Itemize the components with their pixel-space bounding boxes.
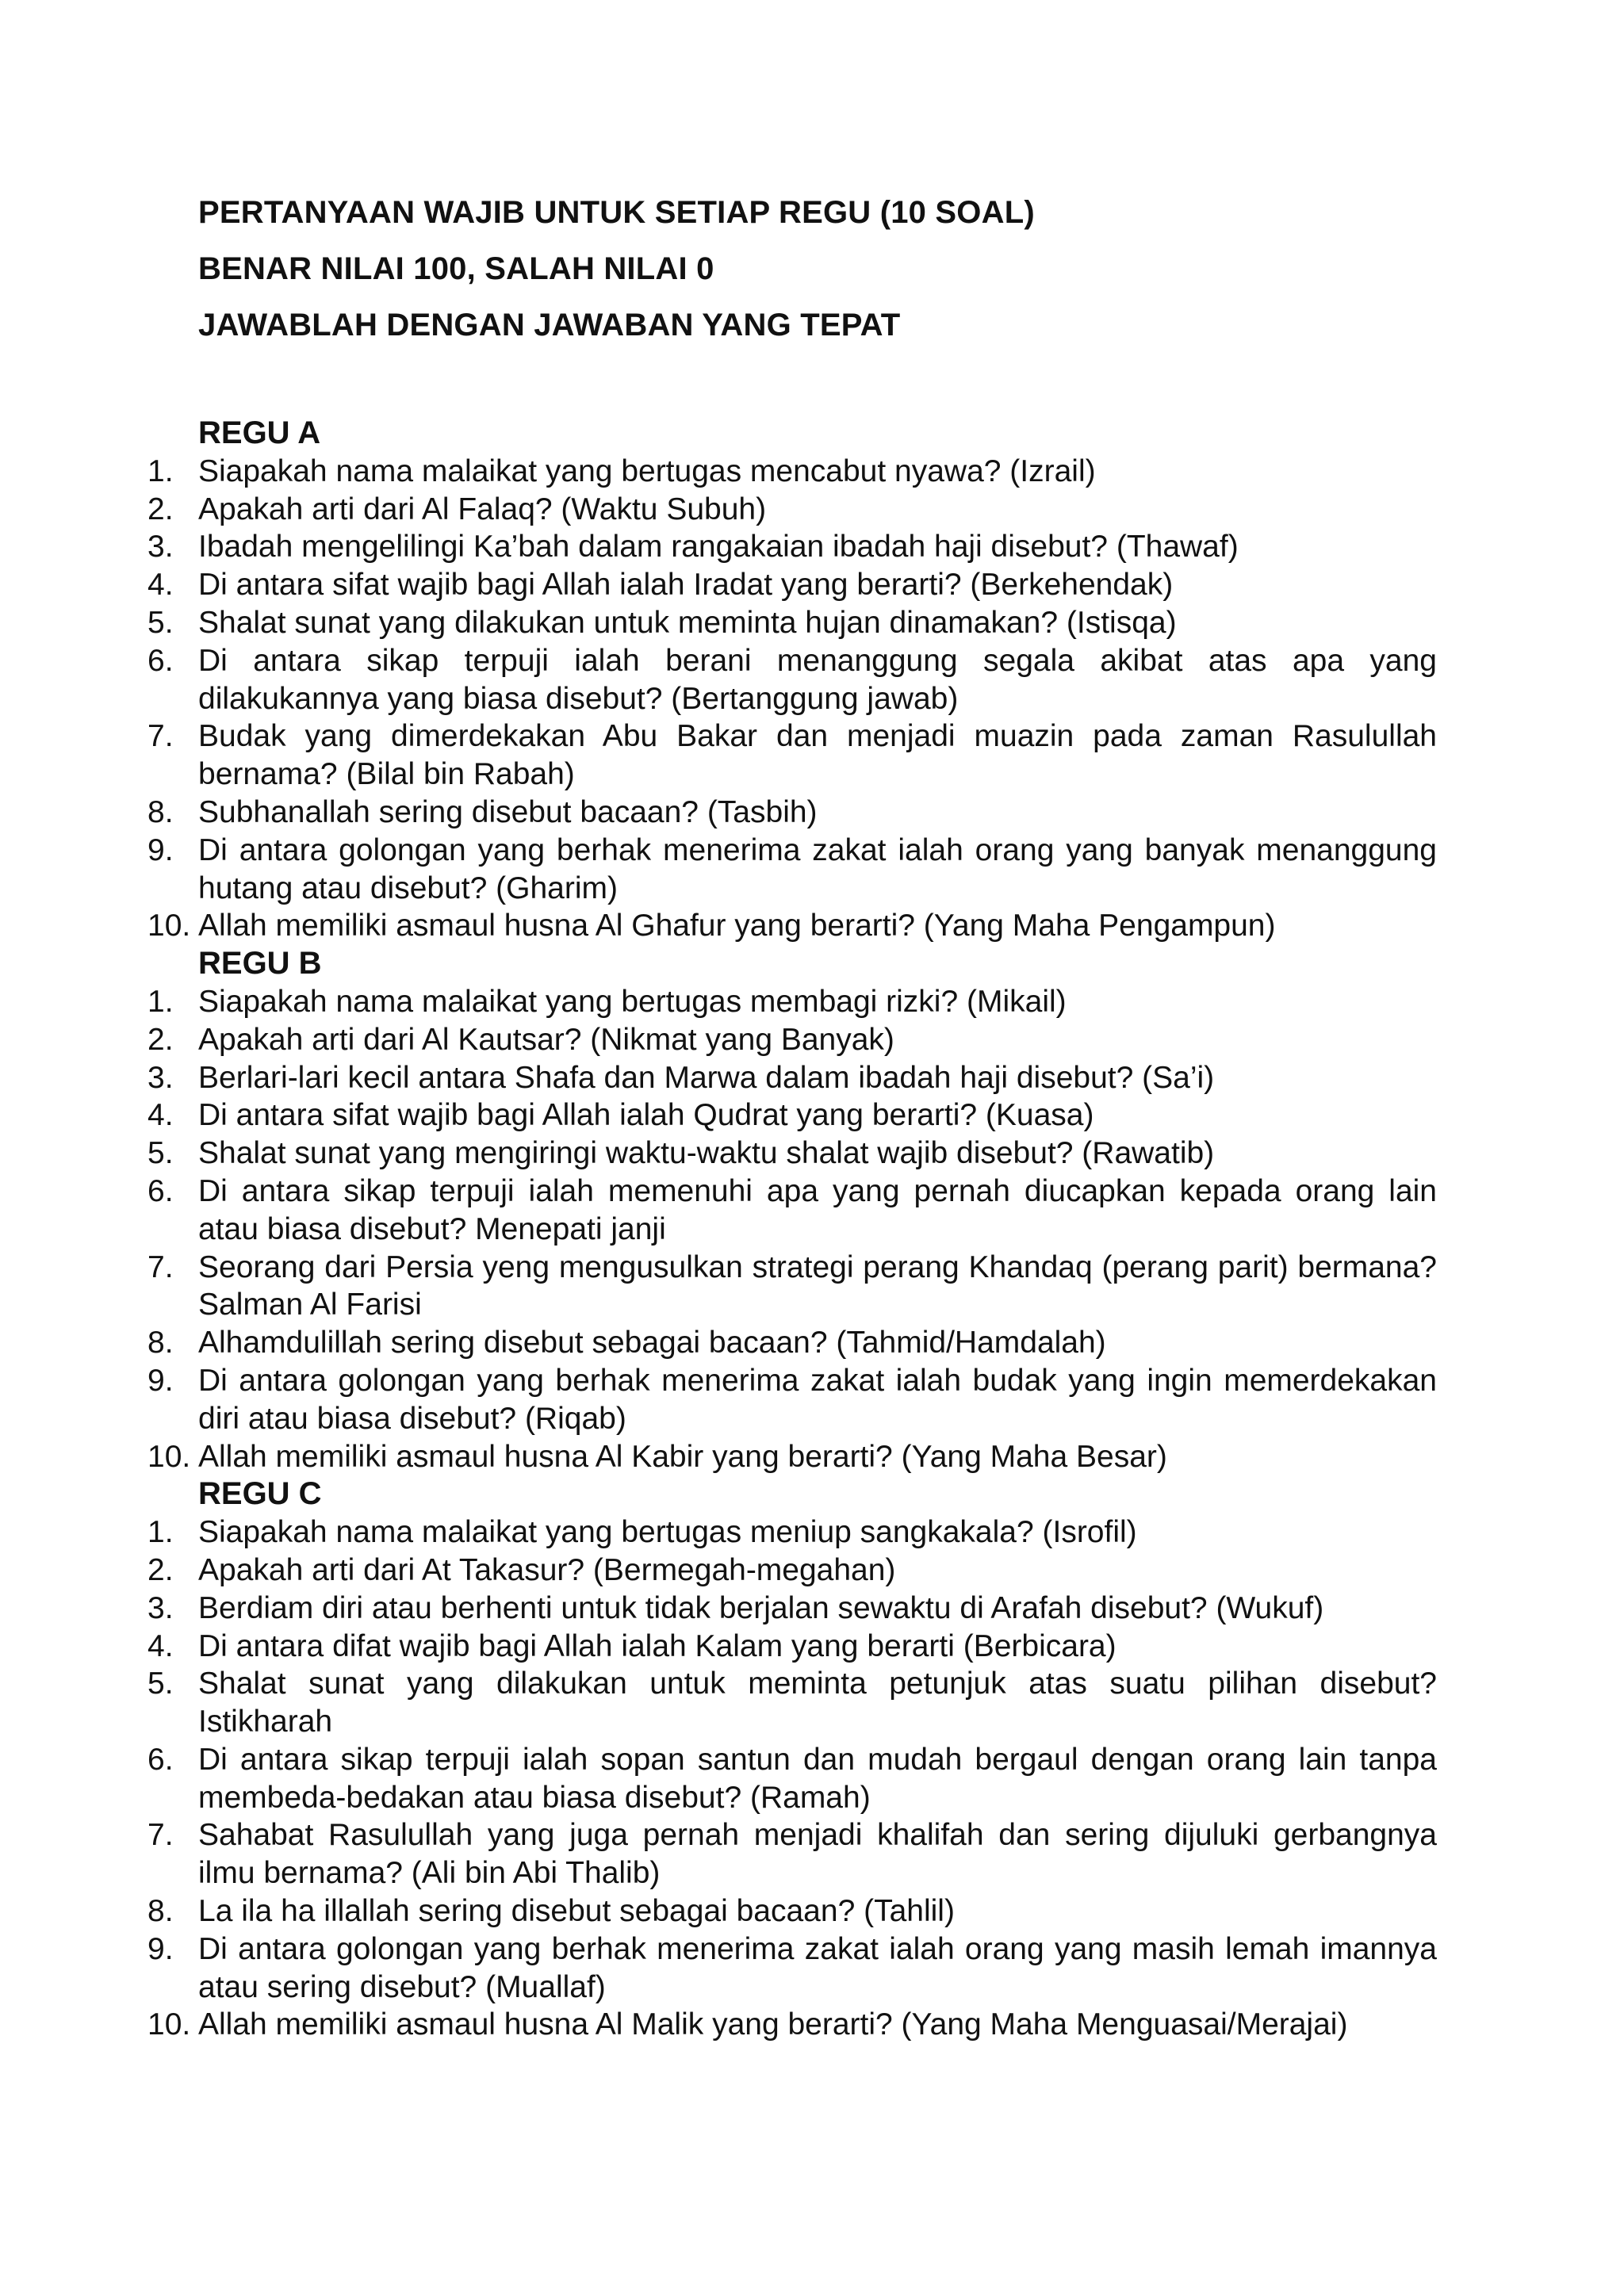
question-list bbox=[147, 1513, 1437, 2044]
question-text: Shalat sunat yang dilakukan untuk meminta petunjuk atas suatu pilihan disebut? Istikharah bbox=[198, 1667, 1437, 1739]
question-text: Di antara sikap terpuji ialah berani menanggung segala akibat atas apa yang dilakukannya yang biasa disebut? (Bertanggung jawab) bbox=[198, 643, 1437, 716]
question-number: 4. bbox=[147, 1628, 174, 1663]
section-regu-b bbox=[147, 945, 1437, 1475]
question-text: Apakah arti dari Al Kautsar? (Nikmat yang Banyak) bbox=[198, 1022, 894, 1057]
question-text: Di antara golongan yang berhak menerima zakat ialah orang yang masih lemah imannya atau sering disebut? (Muallaf) bbox=[198, 1931, 1437, 2004]
question-list bbox=[147, 983, 1437, 1475]
question-number: 10. bbox=[147, 2007, 191, 2042]
question-item bbox=[147, 794, 1437, 832]
question-number: 1. bbox=[147, 453, 174, 488]
question-item bbox=[147, 1173, 1437, 1249]
question-text: Siapakah nama malaikat yang bertugas meniup sangkakala? (Isrofil) bbox=[198, 1515, 1137, 1550]
question-content bbox=[147, 415, 1437, 2044]
question-item bbox=[147, 1931, 1437, 2007]
question-number: 7. bbox=[147, 719, 174, 754]
question-text: Berlari-lari kecil antara Shafa dan Marwa dalam ibadah haji disebut? (Sa’i) bbox=[198, 1060, 1215, 1095]
question-text: Di antara sifat wajib bagi Allah ialah Iradat yang berarti? (Berkehendak) bbox=[198, 568, 1174, 603]
question-number: 5. bbox=[147, 1136, 174, 1171]
question-item bbox=[147, 1892, 1437, 1931]
question-text: Di antara sikap terpuji ialah sopan santun dan mudah bergaul dengan orang lain tanpa membeda-bedakan atau biasa disebut? (Ramah) bbox=[198, 1742, 1437, 1815]
question-item bbox=[147, 1438, 1437, 1476]
question-text: Shalat sunat yang dilakukan untuk meminta hujan dinamakan? (Istisqa) bbox=[198, 605, 1177, 640]
question-text: Apakah arti dari At Takasur? (Bermegah-megahan) bbox=[198, 1552, 896, 1587]
question-number: 5. bbox=[147, 605, 174, 640]
question-text: Di antara sifat wajib bagi Allah ialah Qudrat yang berarti? (Kuasa) bbox=[198, 1098, 1094, 1133]
question-number: 10. bbox=[147, 909, 191, 943]
question-text: Siapakah nama malaikat yang bertugas mencabut nyawa? (Izrail) bbox=[198, 453, 1096, 488]
question-number: 7. bbox=[147, 1818, 174, 1853]
question-item bbox=[147, 1362, 1437, 1438]
question-number: 8. bbox=[147, 794, 174, 829]
question-number: 8. bbox=[147, 1326, 174, 1360]
header-line-3: JAWABLAH DENGAN JAWABAN YANG TEPAT bbox=[198, 308, 901, 342]
question-item bbox=[147, 2006, 1437, 2044]
question-item bbox=[147, 566, 1437, 604]
question-item bbox=[147, 642, 1437, 718]
question-text: Di antara golongan yang berhak menerima zakat ialah budak yang ingin memerdekakan diri atau biasa disebut? (Riqab) bbox=[198, 1363, 1437, 1436]
question-text: Siapakah nama malaikat yang bertugas membagi rizki? (Mikail) bbox=[198, 984, 1067, 1019]
question-item bbox=[147, 983, 1437, 1021]
question-item bbox=[147, 1249, 1437, 1325]
question-text: Sahabat Rasulullah yang juga pernah menjadi khalifah dan sering dijuluki gerbangnya ilmu bernama? (Ali bin Abi Thalib) bbox=[198, 1818, 1437, 1891]
question-number: 2. bbox=[147, 492, 174, 526]
question-item bbox=[147, 832, 1437, 908]
question-number: 7. bbox=[147, 1249, 174, 1284]
question-number: 6. bbox=[147, 643, 174, 678]
question-item bbox=[147, 1096, 1437, 1135]
question-text: Shalat sunat yang mengiringi waktu-waktu shalat wajib disebut? (Rawatib) bbox=[198, 1136, 1215, 1171]
section-regu-a bbox=[147, 415, 1437, 945]
question-text: Seorang dari Persia yeng mengusulkan strategi perang Khandaq (perang parit) bermana? Salman Al Farisi bbox=[198, 1249, 1437, 1322]
question-number: 6. bbox=[147, 1742, 174, 1777]
question-number: 3. bbox=[147, 530, 174, 564]
question-number: 3. bbox=[147, 1590, 174, 1625]
question-number: 2. bbox=[147, 1022, 174, 1057]
question-number: 9. bbox=[147, 1931, 174, 1966]
question-text: Allah memiliki asmaul husna Al Ghafur yang berarti? (Yang Maha Pengampun) bbox=[198, 909, 1276, 943]
question-item bbox=[147, 453, 1437, 491]
question-text: Di antara difat wajib bagi Allah ialah Kalam yang berarti (Berbicara) bbox=[198, 1628, 1116, 1663]
section-title: REGU C bbox=[198, 1476, 322, 1512]
question-text: Allah memiliki asmaul husna Al Malik yang berarti? (Yang Maha Menguasai/Merajai) bbox=[198, 2007, 1348, 2042]
question-text: Subhanallah sering disebut bacaan? (Tasbih) bbox=[198, 794, 818, 829]
header-line-1: PERTANYAAN WAJIB UNTUK SETIAP REGU (10 SOAL) bbox=[198, 195, 1035, 230]
question-number: 10. bbox=[147, 1439, 191, 1474]
question-number: 4. bbox=[147, 568, 174, 603]
question-number: 4. bbox=[147, 1098, 174, 1133]
question-number: 1. bbox=[147, 1515, 174, 1550]
section-title: REGU B bbox=[198, 946, 322, 982]
question-text: Budak yang dimerdekakan Abu Bakar dan menjadi muazin pada zaman Rasulullah bernama? (Bilal bin Rabah) bbox=[198, 719, 1437, 792]
question-item bbox=[147, 907, 1437, 945]
question-item bbox=[147, 1741, 1437, 1817]
question-item bbox=[147, 1135, 1437, 1173]
question-item bbox=[147, 1513, 1437, 1552]
question-number: 2. bbox=[147, 1552, 174, 1587]
question-number: 5. bbox=[147, 1667, 174, 1701]
question-number: 9. bbox=[147, 832, 174, 867]
question-item bbox=[147, 604, 1437, 642]
question-item bbox=[147, 1021, 1437, 1059]
question-number: 9. bbox=[147, 1363, 174, 1398]
question-item bbox=[147, 1552, 1437, 1590]
question-text: Di antara sikap terpuji ialah memenuhi apa yang pernah diucapkan kepada orang lain atau biasa disebut? Menepati janji bbox=[198, 1173, 1437, 1246]
question-item bbox=[147, 491, 1437, 529]
question-item bbox=[147, 1059, 1437, 1097]
question-item bbox=[147, 718, 1437, 794]
question-text: Berdiam diri atau berhenti untuk tidak berjalan sewaktu di Arafah disebut? (Wukuf) bbox=[198, 1590, 1324, 1625]
section-regu-c bbox=[147, 1475, 1437, 2044]
question-text: Di antara golongan yang berhak menerima zakat ialah orang yang banyak menanggung hutang atau disebut? (Gharim) bbox=[198, 832, 1437, 905]
section-title: REGU A bbox=[198, 415, 321, 450]
question-item bbox=[147, 1590, 1437, 1628]
question-list bbox=[147, 453, 1437, 945]
question-item bbox=[147, 528, 1437, 566]
question-number: 3. bbox=[147, 1060, 174, 1095]
question-text: Ibadah mengelilingi Ka’bah dalam rangakaian ibadah haji disebut? (Thawaf) bbox=[198, 530, 1239, 564]
question-item bbox=[147, 1324, 1437, 1362]
question-number: 8. bbox=[147, 1894, 174, 1929]
document-header bbox=[198, 197, 1035, 365]
question-text: La ila ha illallah sering disebut sebagai bacaan? (Tahlil) bbox=[198, 1894, 955, 1929]
question-item bbox=[147, 1665, 1437, 1741]
question-item bbox=[147, 1816, 1437, 1892]
question-number: 6. bbox=[147, 1173, 174, 1208]
question-text: Alhamdulillah sering disebut sebagai bacaan? (Tahmid/Hamdalah) bbox=[198, 1326, 1106, 1360]
question-item bbox=[147, 1628, 1437, 1666]
header-line-2: BENAR NILAI 100, SALAH NILAI 0 bbox=[198, 251, 714, 286]
question-text: Apakah arti dari Al Falaq? (Waktu Subuh) bbox=[198, 492, 767, 526]
question-number: 1. bbox=[147, 984, 174, 1019]
question-text: Allah memiliki asmaul husna Al Kabir yang berarti? (Yang Maha Besar) bbox=[198, 1439, 1167, 1474]
